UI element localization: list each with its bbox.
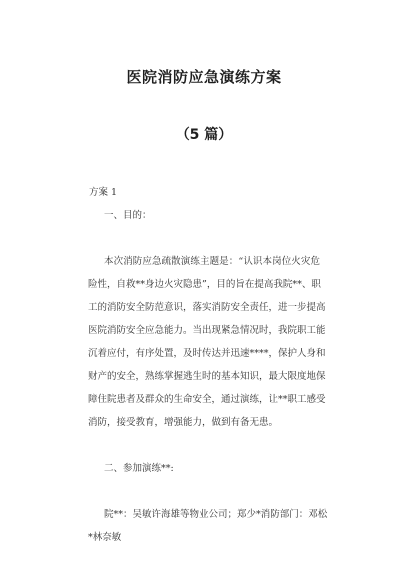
paragraph-line: 工的消防安全防范意识，落实消防安全责任，进一步提高 (88, 302, 326, 313)
paragraph-line: 障住院患者及群众的生命安全，通过演练，让**职工感受 (88, 394, 326, 405)
paragraph-line: 消防，接受教育，增强能力，做到有备无患。 (88, 417, 279, 428)
document-title: 医院消防应急演练方案 (126, 68, 282, 86)
heading-purpose: 一、目的： (104, 210, 152, 221)
paragraph-line: 沉着应付，有序处置，及时传达并迅速****，保护人身和 (88, 348, 326, 359)
paragraph-line: 医院消防安全应急能力。当出现紧急情况时，我院职工能 (88, 325, 326, 336)
paragraph-line: 财产的安全，熟练掌握逃生时的基本知识，最大限度地保 (88, 371, 326, 382)
document-subtitle: （5 篇） (175, 127, 233, 143)
paragraph-line: 院**：吴敏许海雄等物业公司；郑少*消防部门：邓松 (104, 509, 328, 520)
section-label: 方案 1 (89, 187, 118, 198)
paragraph-line: 本次消防应急疏散演练主题是：“认识本岗位火灾危 (104, 256, 320, 267)
paragraph-line: 险性，自救**身边火灾隐患”，目的旨在提高我院**、职 (88, 279, 321, 290)
paragraph-line: *林奈敏 (88, 532, 122, 543)
heading-participants: 二、参加演练**: (104, 463, 174, 474)
